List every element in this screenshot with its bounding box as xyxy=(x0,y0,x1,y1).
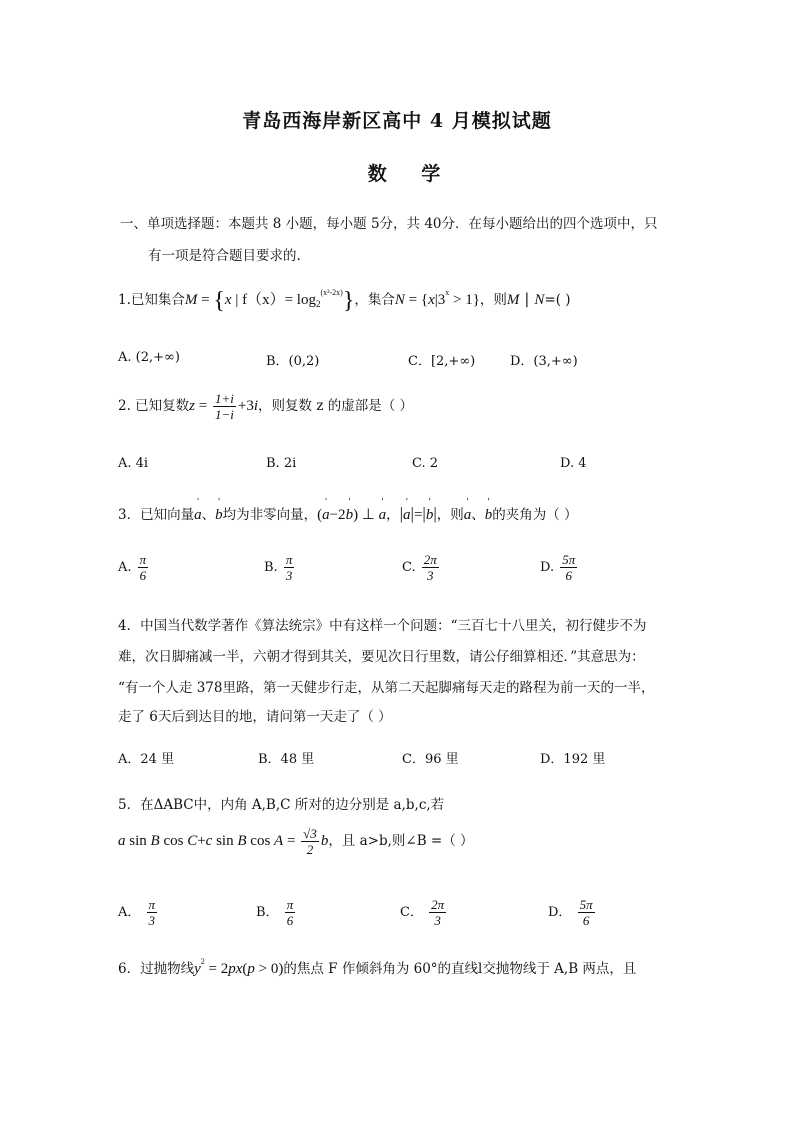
q2-option-b: B. 2i xyxy=(266,456,297,471)
q3-sep: 、 xyxy=(201,507,216,523)
q1-option-d: D．(3,+∞) xyxy=(510,354,578,369)
exam-title: 青岛西海岸新区高中 4 月模拟试题 xyxy=(242,110,552,132)
q1-tail: =( ) xyxy=(544,292,571,308)
question-3: 3．已知向量' a、' b均为非零向量，(' a−2' b) ⊥ ' a，|' a|=|' b|，则' a、' b的夹角为（ ） xyxy=(118,503,578,524)
q4-option-c: C．96 里 xyxy=(402,752,459,767)
q1-suffix: ，则 xyxy=(479,292,507,308)
q2-option-d: D. 4 xyxy=(560,456,587,471)
q6-suffix: 的焦点 F 作倾斜角为 60°的直线l交抛物线于 A,B 两点，且 xyxy=(283,961,637,977)
q3-tail: 的夹角为（ ） xyxy=(492,507,578,523)
q3-option-d: D. $\frac{5\pi}{6}$ xyxy=(540,552,576,583)
question-5-line1: 5．在ΔABC中，内角 A,B,C 所对的边分别是 a,b,c,若 xyxy=(118,797,445,813)
q5-option-b: B． $\frac{\pi}{6}$ xyxy=(256,897,294,928)
question-1: 1.已知集合M = {x | $f(x)= \log_2^{(x^2-2x)}$}，集合$N = \{x|3^x > 1\}$，则M ∣ N=( ) xyxy=(118,288,571,314)
q5-option-d: D． $\frac{5\pi}{6}$ xyxy=(548,897,593,928)
section-heading-line2: 有一项是符合题目要求的. xyxy=(148,248,301,264)
q3-option-a: A. $\frac{\pi}{6}$ xyxy=(118,552,147,583)
q2-suffix: ，则复数 z 的虚部是（ ） xyxy=(258,398,414,414)
q4-option-a: A．24 里 xyxy=(118,752,175,767)
q3-suffix: ，则 xyxy=(436,507,464,523)
q3-mid2: ， xyxy=(386,507,400,523)
q5-suffix: ，且 a>b,则∠B =（ ） xyxy=(328,833,474,849)
question-4-line4: 走了 6天后到达目的地，请问第一天走了（ ） xyxy=(118,709,392,725)
question-5-line2: a sin B cos C+c sin B cos A = $\frac{√3}{2}$ b，且 a>b,则∠B =（ ） xyxy=(118,826,474,857)
question-4-line1: 4．中国当代数学著作《算法统宗》中有这样一个问题：“三百七十八里关，初行健步不为 xyxy=(118,618,647,634)
q2-option-a: A. 4i xyxy=(118,456,149,471)
q3-option-c: C. $\frac{2\pi}{3}$ xyxy=(402,552,437,583)
q5-option-c: C． $\frac{2\pi}{3}$ xyxy=(400,897,445,928)
q1-mid: ，集合 xyxy=(354,292,395,308)
subject-title: 数 学 xyxy=(367,163,455,185)
section-heading-line1: 一、单项选择题：本题共 8 小题，每小题 5分，共 40分．在每小题给出的四个选项中，只 xyxy=(120,216,658,232)
q4-option-b: B．48 里 xyxy=(258,752,315,767)
q1-option-b: B．(0,2) xyxy=(266,354,320,369)
q4-option-d: D．192 里 xyxy=(540,752,606,767)
q5-option-a: A． $\frac{\pi}{3}$ xyxy=(118,897,156,928)
q2-option-c: C. 2 xyxy=(412,456,439,471)
q1-option-a: A. (2,+∞) xyxy=(118,350,180,365)
question-6: 6．过抛物线$y^2 = 2px(p > 0)$的焦点 F 作倾斜角为 60°的直线l交抛物线于 A,B 两点，且 xyxy=(118,957,637,977)
q1-prefix: 1.已知集合 xyxy=(118,292,185,308)
question-4-line3: “有一个人走 378里路，第一天健步行走，从第二天起脚痛每天走的路程为前一天的一半， xyxy=(118,680,655,696)
question-2: 2. 已知复数z = $\frac{1+i}{1-i}$ +3i，则复数 z 的虚部是（ ） xyxy=(118,391,414,422)
q3-mid: 均为非零向量， xyxy=(222,507,318,523)
q3-prefix: 3．已知向量 xyxy=(118,507,195,523)
q3-option-b: B. $\frac{\pi}{3}$ xyxy=(264,552,293,583)
q1-option-c: C．[2,+∞) xyxy=(408,354,476,369)
q2-prefix: 2. 已知复数 xyxy=(118,398,190,414)
q6-prefix: 6．过抛物线 xyxy=(118,961,195,977)
question-4-line2: 难，次日脚痛减一半，六朝才得到其关，要见次日行里数，请公仔细算相还．”其意思为： xyxy=(118,649,645,665)
